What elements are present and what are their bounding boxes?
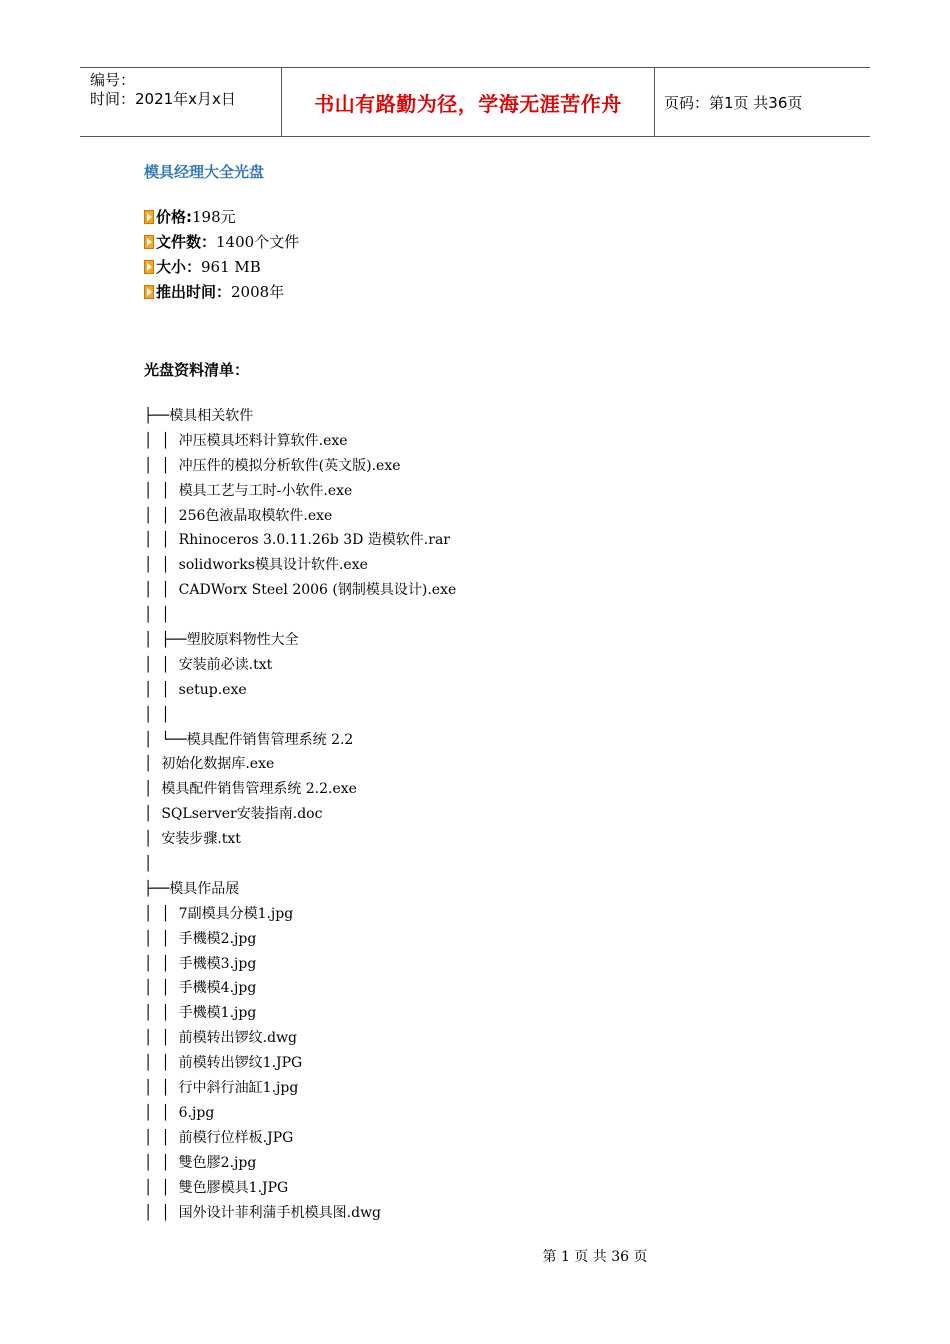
tree-line: │ │ 前模转出锣纹1.JPG bbox=[144, 1055, 303, 1072]
tree-line: │ │ 行中斜行油缸1.jpg bbox=[144, 1080, 299, 1097]
tree-line: │ │ 7副模具分模1.jpg bbox=[144, 905, 294, 922]
list-title: 光盘资料清单： bbox=[144, 361, 250, 379]
tree-line: │ │ 安装前必读.txt bbox=[144, 656, 273, 673]
document-title: 模具经理大全光盘 bbox=[144, 163, 265, 181]
number-label: 编号： bbox=[90, 71, 136, 89]
page-info: 页码：第1页 共36页 bbox=[664, 93, 803, 112]
footer-page-number: 第 1 页 共 36 页 bbox=[542, 1249, 648, 1265]
spec-value: 1400个文件 bbox=[216, 233, 300, 251]
tree-line: │ │ 6.jpg bbox=[144, 1104, 215, 1121]
spec-release-date bbox=[144, 282, 284, 302]
tree-line: │ │ 雙色膠2.jpg bbox=[144, 1154, 257, 1171]
tree-line: │ │ 模具工艺与工时-小软件.exe bbox=[144, 482, 353, 499]
spec-label: 推出时间： bbox=[156, 283, 232, 301]
tree-line: │ bbox=[144, 856, 153, 873]
tree-line: │ └──模具配件销售管理系统 2.2 bbox=[144, 731, 354, 748]
header-page-info-cell bbox=[654, 68, 880, 136]
tree-line: │ │ 手機模4.jpg bbox=[144, 980, 257, 997]
tree-line: │ │ 冲压模具坯料计算软件.exe bbox=[144, 432, 348, 449]
page-header bbox=[80, 67, 870, 137]
tree-line: │ │ 冲压件的模拟分析软件(英文版).exe bbox=[144, 457, 401, 474]
spec-price bbox=[144, 207, 236, 227]
spec-value: 198元 bbox=[192, 208, 236, 226]
tree-line: │ │ 手機模1.jpg bbox=[144, 1005, 257, 1022]
tree-line: │ │ 256色液晶取模软件.exe bbox=[144, 507, 333, 524]
tree-line: │ │ 前模转出锣纹.dwg bbox=[144, 1030, 298, 1047]
tree-line: │ │ setup.exe bbox=[144, 681, 247, 698]
spec-value: 961 MB bbox=[201, 258, 261, 276]
tree-line: │ 模具配件销售管理系统 2.2.exe bbox=[144, 781, 357, 798]
spec-size bbox=[144, 257, 261, 277]
tree-line: ├──模具相关软件 bbox=[144, 408, 254, 424]
tree-line: │ 安装步骤.txt bbox=[144, 831, 241, 848]
arrow-bullet-icon bbox=[144, 260, 154, 274]
tree-line: │ ├──塑胶原料物性大全 bbox=[144, 632, 299, 649]
tree-line: │ SQLserver安装指南.doc bbox=[144, 806, 323, 823]
tree-line: │ │ bbox=[144, 706, 170, 723]
tree-line: │ │ 国外设计菲利蒲手机模具图.dwg bbox=[144, 1204, 382, 1221]
spec-label: 大小： bbox=[156, 258, 202, 276]
spec-label: 文件数： bbox=[156, 233, 217, 251]
header-motto-cell bbox=[281, 68, 655, 136]
tree-line: ├──模具作品展 bbox=[144, 880, 240, 897]
tree-line: │ │ 手機模3.jpg bbox=[144, 955, 257, 972]
spec-file-count bbox=[144, 232, 299, 252]
page-footer bbox=[0, 1246, 950, 1266]
spec-label: 价格: bbox=[156, 208, 192, 226]
tree-line: │ │ solidworks模具设计软件.exe bbox=[144, 557, 368, 574]
tree-line: │ │ CADWorx Steel 2006 (钢制模具设计).exe bbox=[144, 582, 457, 599]
arrow-bullet-icon bbox=[144, 285, 154, 299]
tree-line: │ │ 雙色膠模具1.JPG bbox=[144, 1179, 289, 1196]
motto: 书山有路勤为径，学海无涯苦作舟 bbox=[314, 91, 622, 116]
tree-line: │ │ 手機模2.jpg bbox=[144, 930, 257, 947]
file-tree bbox=[144, 404, 456, 1225]
spec-value: 2008年 bbox=[231, 283, 285, 301]
arrow-bullet-icon bbox=[144, 235, 154, 249]
date-label: 时间：2021年x月x日 bbox=[90, 90, 236, 108]
tree-line: │ │ bbox=[144, 607, 170, 624]
tree-line: │ 初始化数据库.exe bbox=[144, 756, 275, 773]
tree-line: │ │ 前模行位样板.JPG bbox=[144, 1129, 294, 1146]
tree-line: │ │ Rhinoceros 3.0.11.26b 3D 造模软件.rar bbox=[144, 532, 450, 549]
arrow-bullet-icon bbox=[144, 210, 154, 224]
header-meta bbox=[80, 68, 290, 136]
